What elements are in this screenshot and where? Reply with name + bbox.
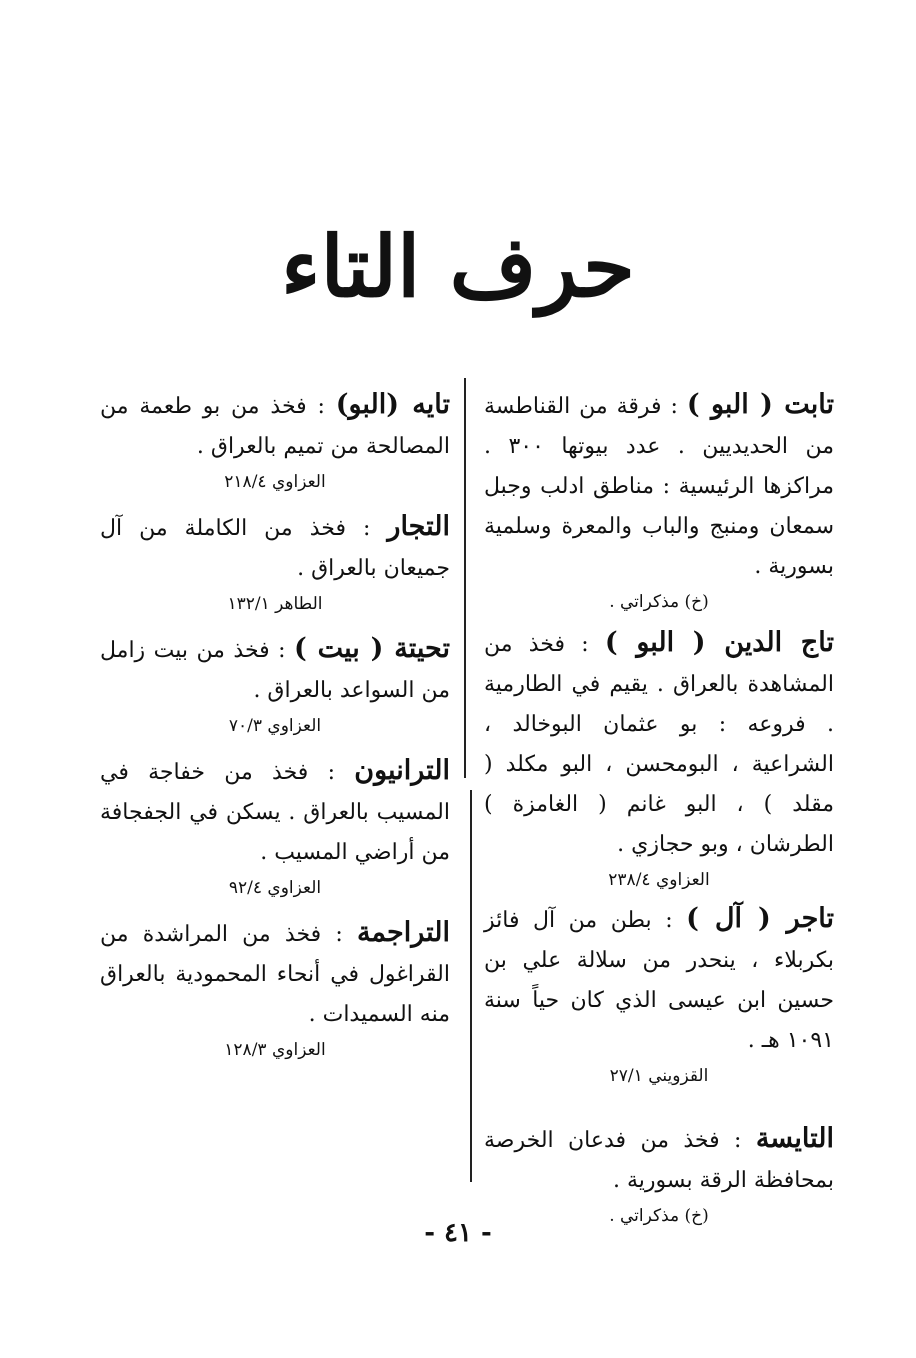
column-divider-top xyxy=(464,378,466,778)
entry-description: : فخذ من فدعان الخرصة بمحافظة الرقة بسورية . xyxy=(484,1128,834,1193)
entry-title: التراجمة xyxy=(356,917,450,948)
entry-title: تايه (البو) xyxy=(335,389,451,420)
entry-reference: العزاوي ٢١٨/٤ xyxy=(224,472,326,492)
entry xyxy=(484,1119,834,1231)
left-column xyxy=(100,385,450,1065)
entry-text xyxy=(484,623,834,865)
entry-description: : فخذ من المشاهدة بالعراق . يقيم في الطارمية . فروعه : بو عثمان البوخالد ، الشراعية ، البومحسن ، البو مكلد ( مقلد ) ، البو غانم ( الغامزة ) الطرشان ، وبو حجازي . xyxy=(484,632,834,857)
entry-text xyxy=(100,629,450,711)
entry-reference: العزاوي ٩٢/٤ xyxy=(228,878,322,898)
entry-text xyxy=(100,507,450,589)
column-divider-bottom xyxy=(470,790,472,1182)
entry-description: : فخذ من بو طعمة من المصالحة من تميم بالعراق . xyxy=(100,394,450,459)
entry-reference: العزاوي ١٢٨/٣ xyxy=(224,1040,326,1060)
entry-title: تاج الدين ( البو ) xyxy=(604,627,834,658)
entry xyxy=(484,899,834,1091)
entry-title: التجار xyxy=(387,511,450,542)
entry-description: : فرقة من القناطسة من الحديديين . عدد بيوتها ٣٠٠ . مراكزها الرئيسية : مناطق ادلب وجبل سمعان ومنبج والباب والمعرة وسلمية بسورية . xyxy=(484,394,834,579)
entry-title: تاجر ( آل ) xyxy=(686,903,834,934)
page-title: حرف التاء xyxy=(281,217,635,316)
entry-reference: العزاوي ٧٠/٣ xyxy=(228,716,322,736)
entry xyxy=(484,623,834,895)
entry-description: : بطن من آل فائز بكربلاء ، ينحدر من سلالة علي بن حسين ابن عيسى الذي كان حياً سنة ١٠٩١ هـ . xyxy=(484,908,834,1053)
entry-reference: العزاوي ٢٣٨/٤ xyxy=(608,870,710,890)
entry-reference: القزويني ٢٧/١ xyxy=(609,1066,709,1086)
right-column xyxy=(484,385,834,1231)
entry xyxy=(100,751,450,903)
entry-reference: (خ) مذكراتي . xyxy=(609,1206,709,1226)
entry-reference: الطاهر ١٣٢/١ xyxy=(227,594,323,614)
page-number: - ٤١ - xyxy=(424,1218,492,1248)
entry-description: : فخذ من بيت زامل من السواعد بالعراق . xyxy=(100,638,450,703)
entry xyxy=(100,507,450,619)
entry-description: : فخذ من المراشدة من القراغول في أنحاء المحمودية بالعراق منه السميدات . xyxy=(100,922,450,1027)
entry-reference: (خ) مذكراتي . xyxy=(609,592,709,612)
entry-title: التايسة xyxy=(755,1123,834,1154)
entry xyxy=(100,629,450,741)
entry-text xyxy=(484,385,834,587)
entry-text xyxy=(100,385,450,467)
entry-text xyxy=(484,899,834,1061)
entry-title: الترانيون xyxy=(354,755,450,786)
entry xyxy=(100,913,450,1065)
entry-text xyxy=(100,751,450,873)
entry xyxy=(484,385,834,617)
entry-description: : فخذ من خفاجة في المسيب بالعراق . يسكن في الجفجافة من أراضي المسيب . xyxy=(100,760,450,865)
entry-text xyxy=(484,1119,834,1201)
entry xyxy=(100,385,450,497)
entry-title: تابت ( البو ) xyxy=(686,389,834,420)
entry-text xyxy=(100,913,450,1035)
entry-description: : فخذ من الكاملة من آل جميعان بالعراق . xyxy=(100,516,450,581)
entry-title: تحيتة ( بيت ) xyxy=(294,633,450,664)
